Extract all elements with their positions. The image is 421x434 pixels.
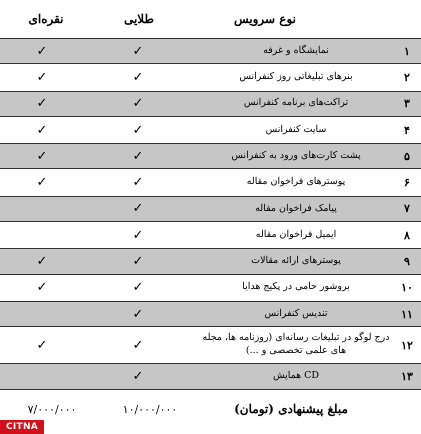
gold-check-icon: ✓ [132,175,144,191]
citna-logo: CITNA [0,420,44,434]
row-number: ۱۲ [401,338,413,352]
gold-check-icon: ✓ [132,96,144,112]
table-row [0,143,421,169]
silver-check-icon [22,302,62,326]
price-row [0,396,421,422]
row-number: ۵ [404,149,410,163]
service-name: تندیس کنفرانس [264,307,328,319]
silver-check-icon: ✓ [36,280,48,296]
header-service-type: نوع سرویس [234,12,296,26]
gold-check-icon: ✓ [132,122,144,138]
gold-check-icon: ✓ [132,337,144,353]
silver-check-icon: ✓ [36,337,48,353]
row-number: ۸ [404,228,410,242]
silver-check-icon: ✓ [36,43,48,59]
table-row [0,117,421,143]
table-body [0,38,421,390]
gold-check-icon: ✓ [132,148,144,164]
gold-check-icon: ✓ [132,368,144,384]
table-row [0,327,421,363]
gold-check-icon: ✓ [132,69,144,85]
gold-check-icon: ✓ [132,201,144,217]
gold-check-icon: ✓ [132,227,144,243]
row-number: ۱ [404,44,410,58]
row-number: ۳ [404,97,410,111]
service-name: بروشور حامی در پکیج هدایا [242,281,350,293]
row-number: ۴ [404,123,410,137]
row-number: ۹ [404,255,410,269]
row-number: ۱۰ [401,281,413,295]
row-number: ۱۱ [401,307,413,321]
row-number: ۶ [404,176,410,190]
table-row [0,363,421,389]
table-row [0,248,421,274]
silver-check-icon [22,197,62,221]
service-name: پوسترهای فراخوان مقاله [246,176,346,188]
price-label: مبلغ پیشنهادی (تومان) [234,402,348,416]
silver-check-icon [22,364,62,388]
service-name: ایمیل فراخوان مقاله [255,228,337,240]
gold-check-icon: ✓ [132,306,144,322]
silver-check-icon: ✓ [36,175,48,191]
gold-check-icon: ✓ [132,254,144,270]
table-row [0,301,421,327]
silver-check-icon: ✓ [36,69,48,85]
table-row [0,196,421,222]
table-row [0,38,421,64]
silver-check-icon: ✓ [36,148,48,164]
service-name: نمایشگاه و غرفه [263,44,329,56]
service-name: درج لوگو در تبلیغات رسانه‌ای (روزنامه ها، مجله های علمی تخصصی و ...) [202,332,390,357]
service-name: تراکت‌های برنامه کنفرانس [243,97,349,109]
gold-check-icon: ✓ [132,280,144,296]
silver-check-icon: ✓ [36,96,48,112]
row-number: ۲ [404,70,410,84]
header-silver: نقره‌ای [28,12,64,26]
silver-check-icon: ✓ [36,254,48,270]
service-name: بنرهای تبلیغاتی روز کنفرانس [239,71,353,83]
price-gold: ۱۰/۰۰۰/۰۰۰ [122,402,178,416]
service-name: پیامک فراخوان مقاله [255,202,337,214]
table-row [0,222,421,248]
table-row [0,169,421,195]
service-name: سایت کنفرانس [265,123,327,135]
price-silver: ۷/۰۰۰/۰۰۰ [27,402,77,416]
table-row [0,64,421,90]
table-row [0,91,421,117]
table-row [0,275,421,301]
header-gold: طلایی [123,12,155,26]
silver-check-icon: ✓ [36,122,48,138]
row-number: ۷ [404,202,410,216]
service-name: پشت کارت‌های ورود به کنفرانس [231,149,361,161]
silver-check-icon [22,222,62,248]
service-name: CD همایش [272,370,320,381]
gold-check-icon: ✓ [132,43,144,59]
row-number: ۱۳ [401,369,413,383]
service-name: پوسترهای ارائه مقالات [251,255,341,267]
